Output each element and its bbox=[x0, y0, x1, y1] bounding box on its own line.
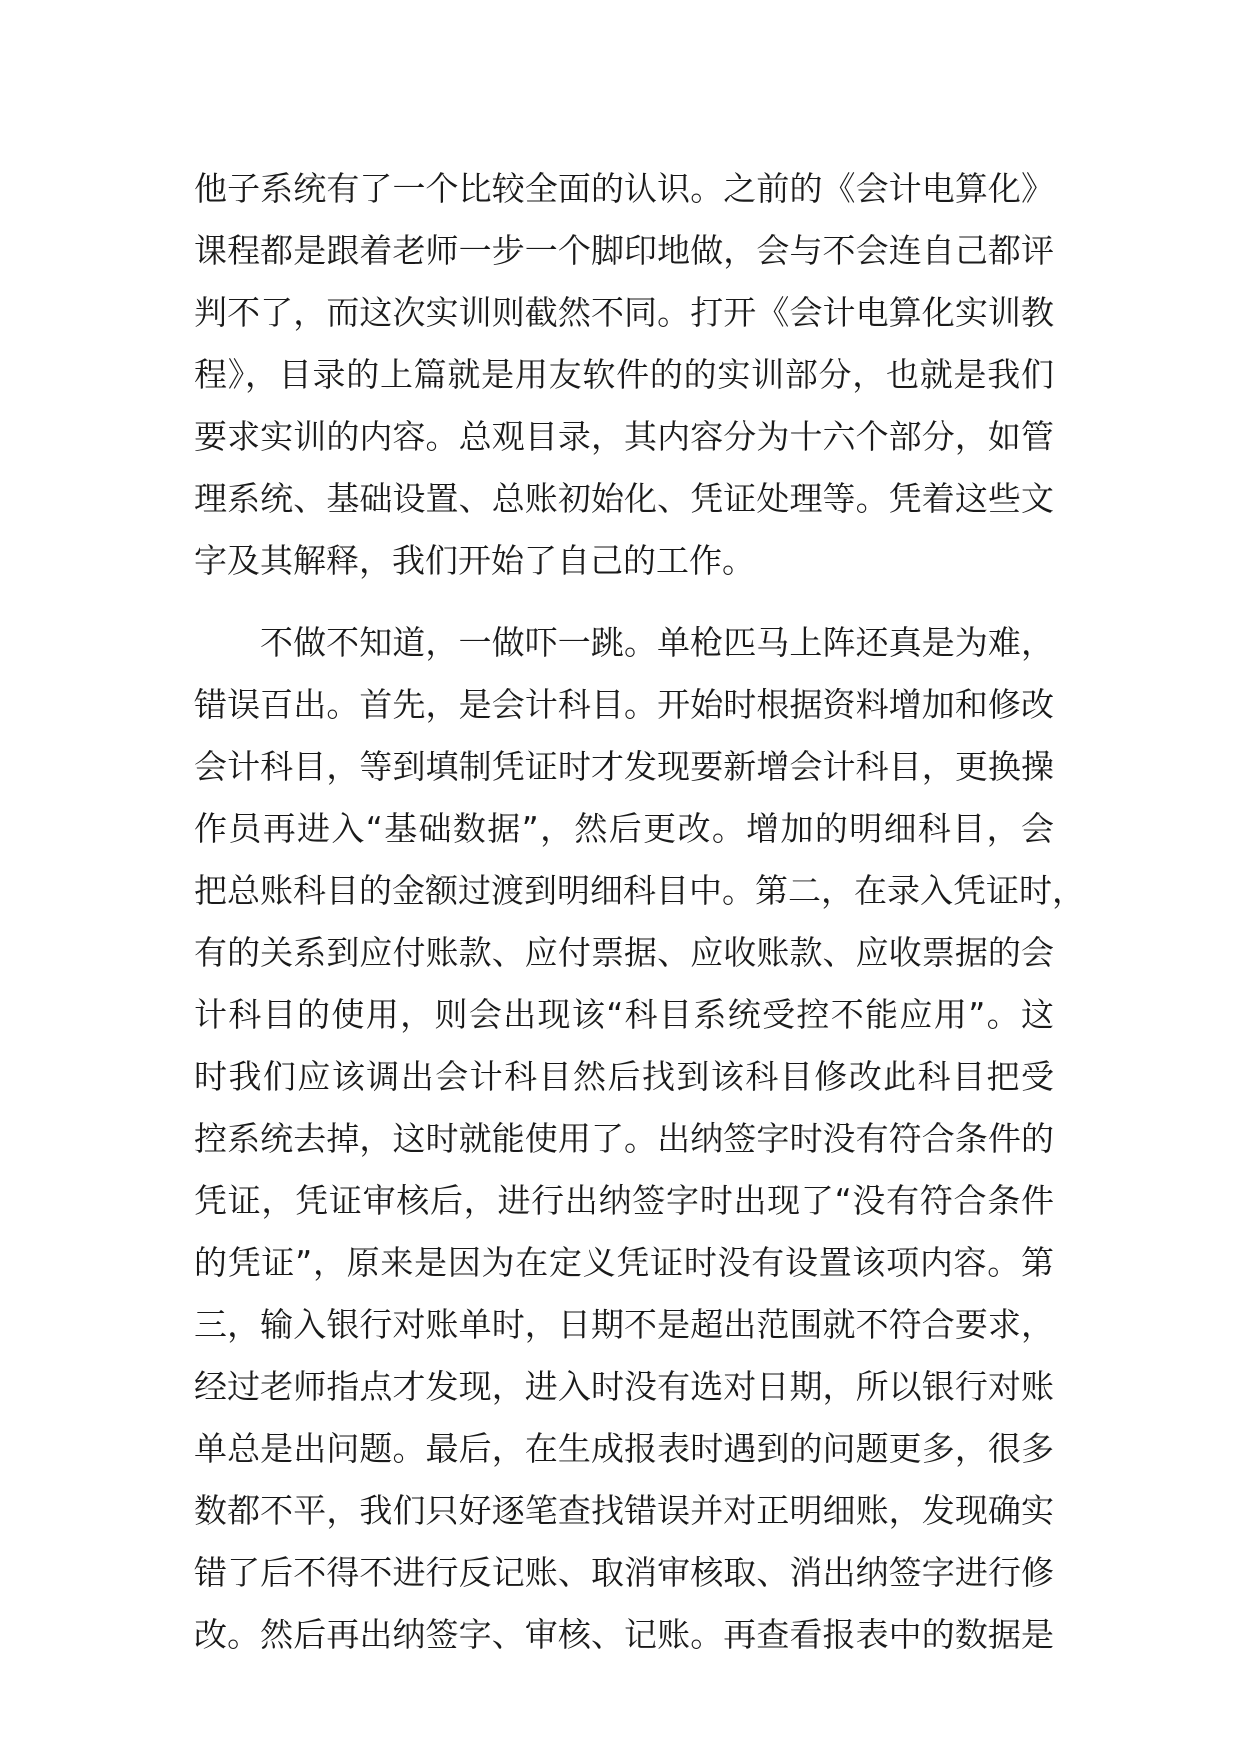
text-line: 课程都是跟着老师一步一个脚印地做，会与不会连自己都评 bbox=[194, 231, 1054, 270]
text-line: 时我们应该调出会计科目然后找到该科目修改此科目把受 bbox=[194, 1057, 1054, 1096]
text-line: 作员再进入“基础数据”，然后更改。增加的明细科目，会 bbox=[194, 809, 1054, 848]
paragraph-1 bbox=[194, 158, 1054, 592]
text-line: 数都不平，我们只好逐笔查找错误并对正明细账，发现确实 bbox=[194, 1491, 1054, 1530]
text-line: 改。然后再出纳签字、审核、记账。再查看报表中的数据是 bbox=[194, 1615, 1054, 1654]
text-line: 单总是出问题。最后，在生成报表时遇到的问题更多，很多 bbox=[194, 1429, 1054, 1468]
text-line: 程》，目录的上篇就是用友软件的的实训部分，也就是我们 bbox=[194, 355, 1054, 394]
text-line: 凭证，凭证审核后，进行出纳签字时出现了“没有符合条件 bbox=[194, 1181, 1054, 1220]
text-line: 经过老师指点才发现，进入时没有选对日期，所以银行对账 bbox=[194, 1367, 1054, 1406]
text-line: 要求实训的内容。总观目录，其内容分为十六个部分，如管 bbox=[194, 417, 1054, 456]
text-line: 把总账科目的金额过渡到明细科目中。第二，在录入凭证时， bbox=[194, 871, 1085, 910]
text-line: 错误百出。首先，是会计科目。开始时根据资料增加和修改 bbox=[194, 685, 1054, 724]
text-line: 错了后不得不进行反记账、取消审核取、消出纳签字进行修 bbox=[194, 1553, 1054, 1592]
text-line: 控系统去掉，这时就能使用了。出纳签字时没有符合条件的 bbox=[194, 1119, 1054, 1158]
text-line: 不做不知道，一做吓一跳。单枪匹马上阵还真是为难， bbox=[260, 623, 1054, 662]
text-line: 会计科目，等到填制凭证时才发现要新增会计科目，更换操 bbox=[194, 747, 1054, 786]
text-line: 他子系统有了一个比较全面的认识。之前的《会计电算化》 bbox=[194, 169, 1054, 208]
paragraph-spacer bbox=[194, 592, 1054, 612]
text-line: 理系统、基础设置、总账初始化、凭证处理等。凭着这些文 bbox=[194, 479, 1054, 518]
document-body bbox=[194, 158, 1085, 1666]
text-line: 有的关系到应付账款、应付票据、应收账款、应收票据的会 bbox=[194, 933, 1054, 972]
text-line: 三，输入银行对账单时，日期不是超出范围就不符合要求， bbox=[194, 1305, 1054, 1344]
text-line: 计科目的使用，则会出现该“科目系统受控不能应用”。这 bbox=[194, 995, 1054, 1034]
text-line: 判不了，而这次实训则截然不同。打开《会计电算化实训教 bbox=[194, 293, 1054, 332]
paragraph-2 bbox=[194, 612, 1085, 1666]
text-line: 的凭证”，原来是因为在定义凭证时没有设置该项内容。第 bbox=[194, 1243, 1054, 1282]
text-line: 字及其解释，我们开始了自己的工作。 bbox=[194, 541, 755, 580]
